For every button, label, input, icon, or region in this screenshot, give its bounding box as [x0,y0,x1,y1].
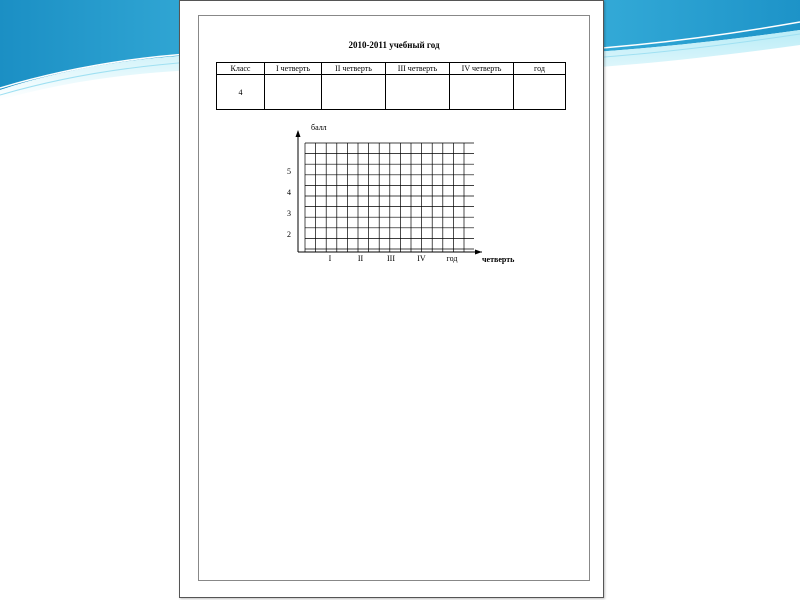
x-tick-label: III [387,254,395,263]
chart-grid [305,143,474,252]
header-cell-class: Класс [217,63,265,75]
x-axis-title: четверть [482,255,515,264]
x-tick-label: IV [417,254,426,263]
y-tick-label: 4 [287,188,291,197]
cell-class: 4 [217,75,265,110]
header-cell-quarter-3: III четверть [386,63,450,75]
chart-axes [296,130,483,255]
x-axis-arrow [475,250,482,255]
y-tick-label: 5 [287,167,291,176]
y-tick-label: 3 [287,209,291,218]
chart-labels [287,123,515,264]
header-cell-quarter-1: I четверть [265,63,322,75]
x-tick-label: год [446,254,458,263]
header-cell-quarter-4: IV четверть [450,63,514,75]
y-axis-title: балл [311,123,327,132]
x-tick-label: I [328,254,332,263]
header-cell-quarter-2: II четверть [322,63,386,75]
y-axis-arrow [296,130,301,137]
document-title: 2010-2011 учебный год [348,40,440,50]
header-cell-year: год [514,63,566,75]
x-tick-label: II [357,254,364,263]
y-tick-label: 2 [287,230,291,239]
